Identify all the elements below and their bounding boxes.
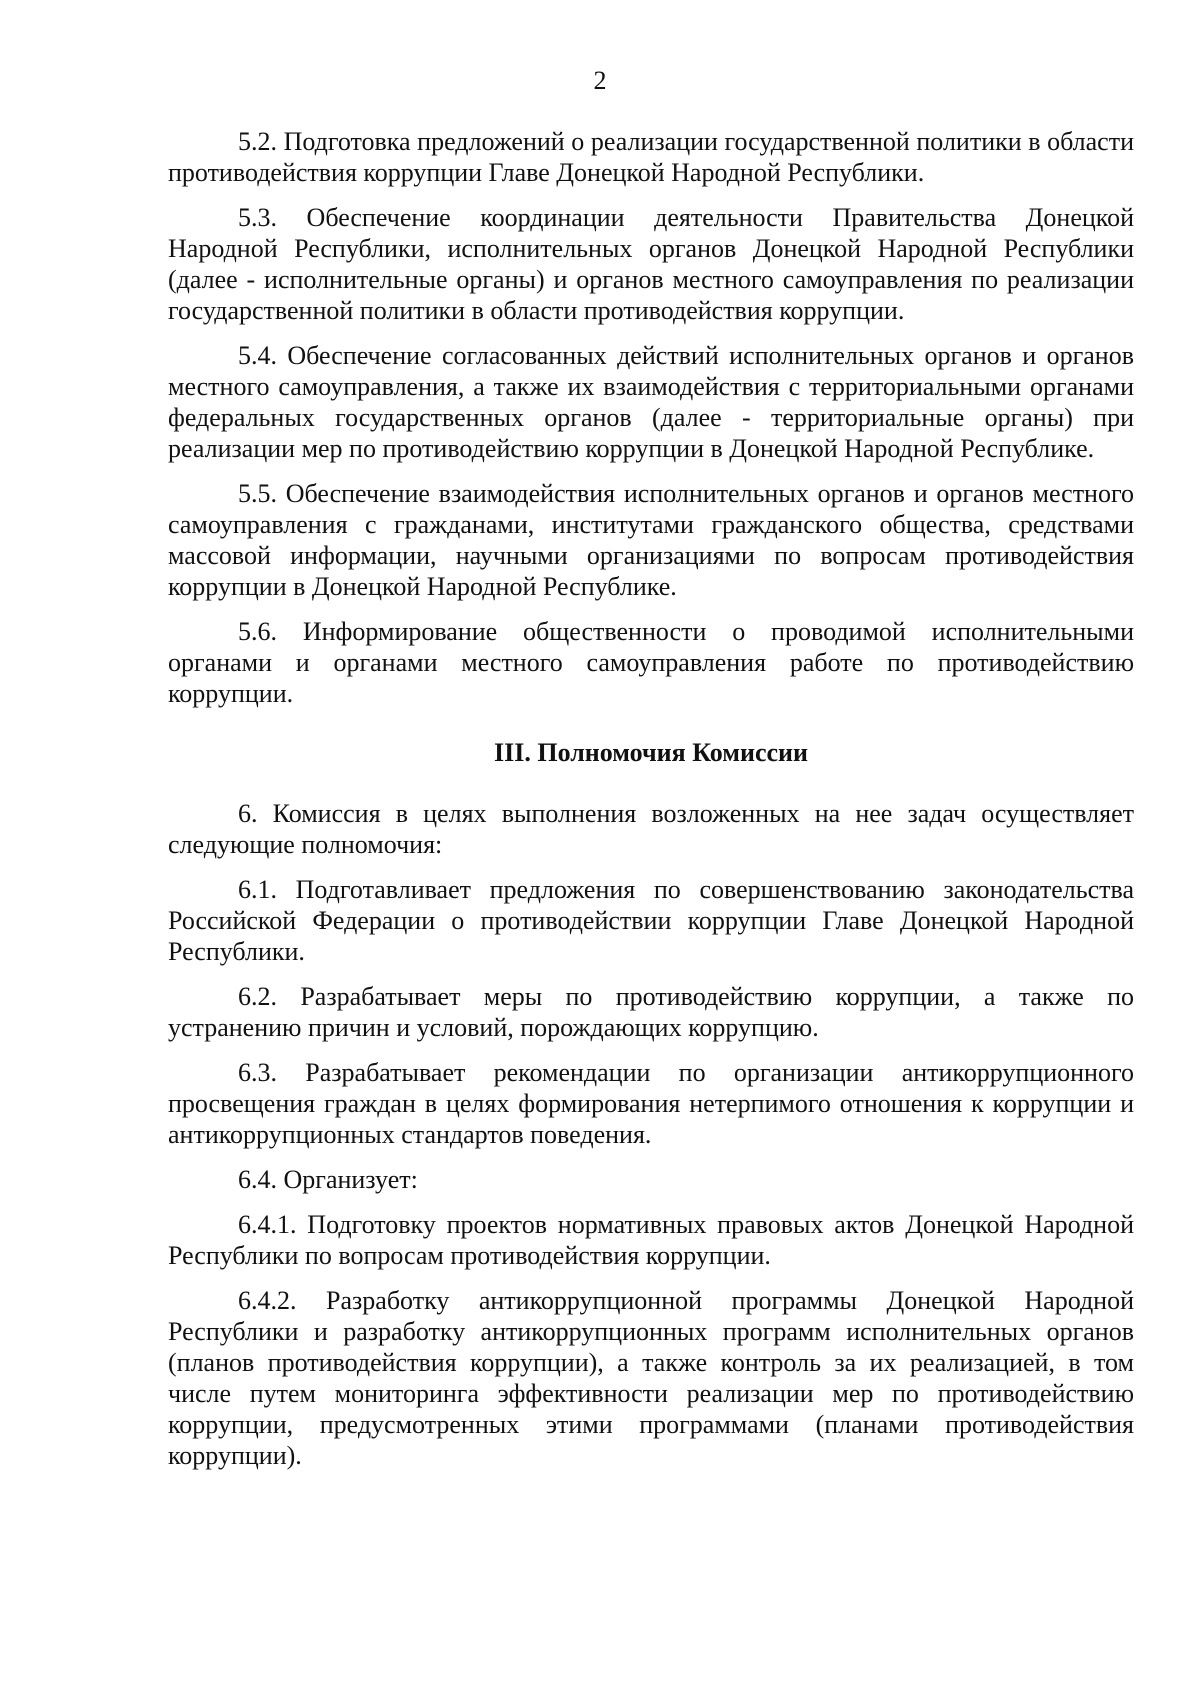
document-body (168, 126, 1134, 1485)
paragraph-5-5: 5.5. Обеспечение взаимодействия исполнительных органов и органов местного самоуправления с гражданами, институтами гражданского общества, средствами массовой информации, научными организациями по вопросам противодействия коррупции в Донецкой Народной Республике. (168, 479, 1134, 601)
paragraph-6-1: 6.1. Подготавливает предложения по совершенствованию законодательства Российской Федерации о противодействии коррупции Главе Донецкой Народной Республики. (168, 875, 1134, 966)
paragraph-6-4-2: 6.4.2. Разработку антикоррупционной программы Донецкой Народной Республики и разработку антикоррупционных программ исполнительных органов (планов противодействия коррупции), а также контроль за их реализацией, в том числе путем мониторинга эффективности реализации мер по противодействию коррупции, предусмотренных этими программами (планами противодействия коррупции). (168, 1286, 1134, 1470)
paragraph-6-4: 6.4. Организует: (238, 1165, 418, 1194)
section-heading: III. Полномочия Комиссии (493, 738, 808, 767)
paragraph-6-3: 6.3. Разрабатывает рекомендации по организации антикоррупционного просвещения граждан в целях формирования нетерпимого отношения к коррупции и антикоррупционных стандартов поведения. (168, 1058, 1134, 1149)
paragraph-5-6: 5.6. Информирование общественности о проводимой исполнительными органами и органами местного самоуправления работе по противодействию коррупции. (168, 617, 1134, 708)
paragraph-6-2: 6.2. Разрабатывает меры по противодействию коррупции, а также по устранению причин и условий, порождающих коррупцию. (168, 982, 1134, 1042)
page-number: 2 (593, 66, 607, 95)
paragraph-6-4-1: 6.4.1. Подготовку проектов нормативных правовых актов Донецкой Народной Республики по вопросам противодействия коррупции. (168, 1210, 1134, 1270)
paragraph-5-2: 5.2. Подготовка предложений о реализации государственной политики в области противодействия коррупции Главе Донецкой Народной Республики. (168, 127, 1134, 187)
paragraph-6: 6. Комиссия в целях выполнения возложенных на нее задач осуществляет следующие полномочия: (168, 799, 1134, 859)
paragraph-5-4: 5.4. Обеспечение согласованных действий исполнительных органов и органов местного самоуправления, а также их взаимодействия с территориальными органами федеральных государственных органов (далее - территориальные органы) при реализации мер по противодействию коррупции в Донецкой Народной Республике. (168, 341, 1134, 463)
paragraph-5-3: 5.3. Обеспечение координации деятельности Правительства Донецкой Народной Республики, исполнительных органов Донецкой Народной Республики (далее - исполнительные органы) и органов местного самоуправления по реализации государственной политики в области противодействия коррупции. (168, 203, 1134, 325)
